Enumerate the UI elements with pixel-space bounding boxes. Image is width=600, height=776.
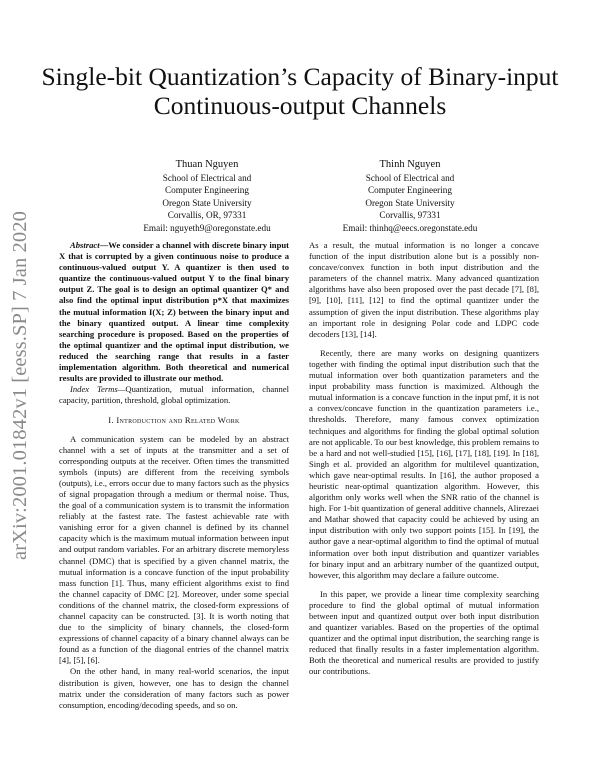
- abstract: [59, 240, 289, 384]
- author-affiliation-line: School of Electrical and: [365, 173, 455, 183]
- abstract-label: Abstract—: [70, 240, 109, 250]
- body-paragraph: In this paper, we provide a linear time complexity searching procedure to find the global optimal of mutual information between input and quantized output over both input distribution and quantizer variables. Based on the properties of the optimal quantizer and the optimal input distribution, the searching range is reduced that finally results in a faster implementation algorithm. Both the theoretical and numerical results are provided to justify our contributions.: [309, 588, 539, 677]
- author-block-1: [92, 158, 322, 234]
- paper-title: Single-bit Quantization’s Capacity of Binary-input Continuous-output Channels: [41, 62, 559, 120]
- index-terms-text: Quantization, mutual information, channel capacity, partition, threshold, global optimization.: [59, 384, 289, 406]
- author-block-2: [295, 158, 525, 234]
- author-affiliation-line: Oregon State University: [162, 197, 252, 208]
- author-email: Email: nguyeth9@oregonstate.edu: [143, 222, 271, 233]
- index-terms-label: Index Terms—: [70, 384, 126, 395]
- arxiv-stamp: arXiv:2001.01842v1 [eess.SP] 7 Jan 2020: [9, 211, 31, 560]
- left-column: [59, 240, 289, 711]
- author-affiliation-line: Oregon State University: [365, 197, 455, 208]
- author-email: Email: thinhq@eecs.oregonstate.edu: [342, 222, 478, 233]
- author-affiliation-line: Computer Engineering: [368, 185, 452, 196]
- author-name: Thuan Nguyen: [175, 159, 239, 170]
- author-name: Thinh Nguyen: [379, 159, 441, 170]
- section-heading: I. Introduction and Related Work: [108, 415, 240, 426]
- body-paragraph: As a result, the mutual information is no longer a concave function of the input distribution alone but is a possibly non-concave/convex function in both input distribution and the parameters of the channel matrix. Many advanced quantization algorithms have also been proposed over the past decade [7], [8], [9], [10], [11], [12] to find the optimal quantizer under the assumption of given the input distribution. These algorithms play an important role in designing Polar code and LDPC code decoders [13], [14].: [309, 240, 539, 339]
- author-affiliation-line: Corvallis, 97331: [379, 210, 441, 221]
- author-affiliation-line: Corvallis, OR, 97331: [167, 210, 247, 221]
- right-column: [309, 240, 539, 678]
- author-affiliation-line: School of Electrical and: [162, 173, 252, 183]
- index-terms: [59, 384, 289, 406]
- author-affiliation-line: Computer Engineering: [165, 185, 249, 196]
- body-paragraph: A communication system can be modeled by an abstract channel with a set of inputs at the transmitter and a set of corresponding outputs at the receiver. Often times the transmitted symbols (inputs) are different from the receiving symbols (outputs), i.e., errors occur due to many factors such as the physics of signal propagation through a medium or thermal noise. Thus, the goal of a communication system is to transmit the information reliably at the fastest rate. The fastest achievable rate with vanishing error for a given channel is defined by its channel capacity which is the maximum mutual information between input and output random variables. For an arbitrary discrete memoryless channel (DMC) that is specified by a given channel matrix, the mutual information is a concave function of the input probability mass function [1]. Thus, many efficient algorithms exist to find the channel capacity of DMC [2]. Moreover, under some special conditions of the channel matrix, the closed-form expressions of channel capacity can be constructed. [3]. It is worth noting that due to the simplicity of binary channels, the closed-form expressions of channel capacity of a binary channel always can be found as a function of the diagonal entries of the channel matrix [4], [5], [6].: [59, 433, 289, 666]
- body-paragraph: Recently, there are many works on designing quantizers together with finding the optimal input distribution such that the mutual information over both quantization parameters and the input probability mass function is maximized. Although the mutual information is a concave function in the input pmf, it is not a convex/concave function in the quantization parameters i.e., thresholds. Therefore, many famous convex optimization techniques and algorithms for finding the global optimal solution are not applicable. To our best knowledge, this problem remains to be a hard and not well-studied [15], [16], [17], [18], [19]. In [18], Singh et al. provided an algorithm for multilevel quantization, which gave near-optimal results. In [16], the author proposed a heuristic near-optimal quantization algorithm. However, this algorithm only works well when the SNR ratio of the channel is high. For 1-bit quantization of general additive channels, Alirezaei and Mathar showed that capacity could be achieved by using an input distribution with only two support points [15]. In [19], the author gave a near-optimal algorithm to find the optimal of mutual information over both input distribution and quantizer variables for binary input and an arbitrary number of the quantized output, however, this algorithm may declare a failure outcome.: [309, 347, 539, 580]
- body-paragraph: On the other hand, in many real-world scenarios, the input distribution is given, however, one has to design the channel matrix under the consideration of many factors such as power consumption, encoding/decoding speeds, and so on.: [59, 666, 289, 710]
- abstract-text: We consider a channel with discrete binary input X that is corrupted by a given continuous noise to produce a continuous-valued output Y. A quantizer is then used to quantize the continuous-valued output Y to the final binary output Z. The goal is to design an optimal quantizer Q* and also find the optimal input distribution p*X that maximizes the mutual information I(X; Z) between the binary input and the binary quantized output. A linear time complexity searching procedure is proposed. Based on the properties of the optimal quantizer and the optimal input distribution, we reduced the searching range that results in a faster implementation algorithm. Both theoretical and numerical results are provided to illustrate our method.: [59, 240, 289, 384]
